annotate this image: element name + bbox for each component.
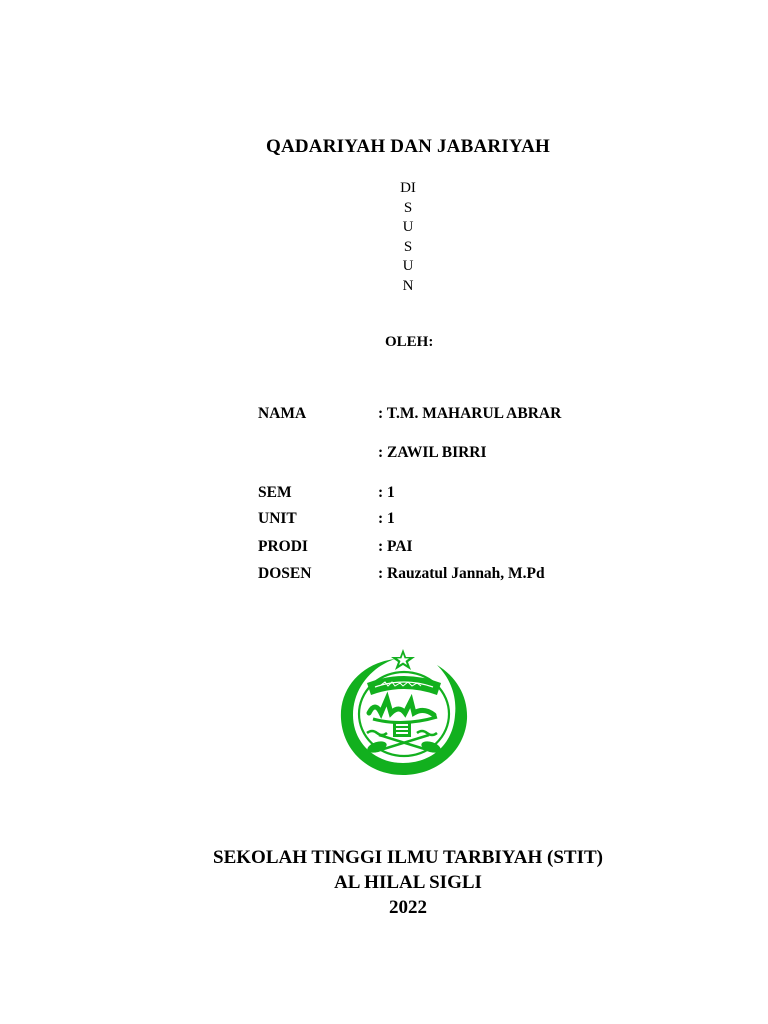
footer-location-line: AL HILAL SIGLI	[334, 872, 482, 893]
oleh-label: OLEH:	[385, 334, 434, 350]
sem-label: SEM	[258, 484, 292, 501]
sem-value: : 1	[378, 484, 395, 501]
unit-value: : 1	[378, 510, 395, 527]
disusun-letter: S	[403, 199, 413, 216]
document-title: QADARIYAH DAN JABARIYAH	[265, 136, 550, 157]
nama-label: NAMA	[258, 405, 307, 422]
nama-value-2: : ZAWIL BIRRI	[378, 444, 487, 461]
footer-institution-line: SEKOLAH TINGGI ILMU TARBIYAH (STIT)	[213, 847, 603, 868]
disusun-letter: N	[402, 277, 414, 294]
prodi-label: PRODI	[258, 538, 308, 555]
nama-value-1: : T.M. MAHARUL ABRAR	[378, 405, 562, 422]
disusun-letter: U	[402, 219, 414, 236]
unit-label: UNIT	[258, 510, 297, 527]
institution-crest-icon	[333, 647, 475, 777]
footer-year: 2022	[389, 897, 427, 918]
disusun-letter: S	[403, 238, 413, 255]
disusun-letter: U	[402, 258, 414, 275]
dosen-label: DOSEN	[258, 565, 312, 582]
disusun-letter: DI	[400, 180, 416, 196]
disusun-vertical-text	[390, 179, 426, 297]
dosen-value: : Rauzatul Jannah, M.Pd	[378, 565, 545, 582]
prodi-value: : PAI	[378, 538, 413, 555]
